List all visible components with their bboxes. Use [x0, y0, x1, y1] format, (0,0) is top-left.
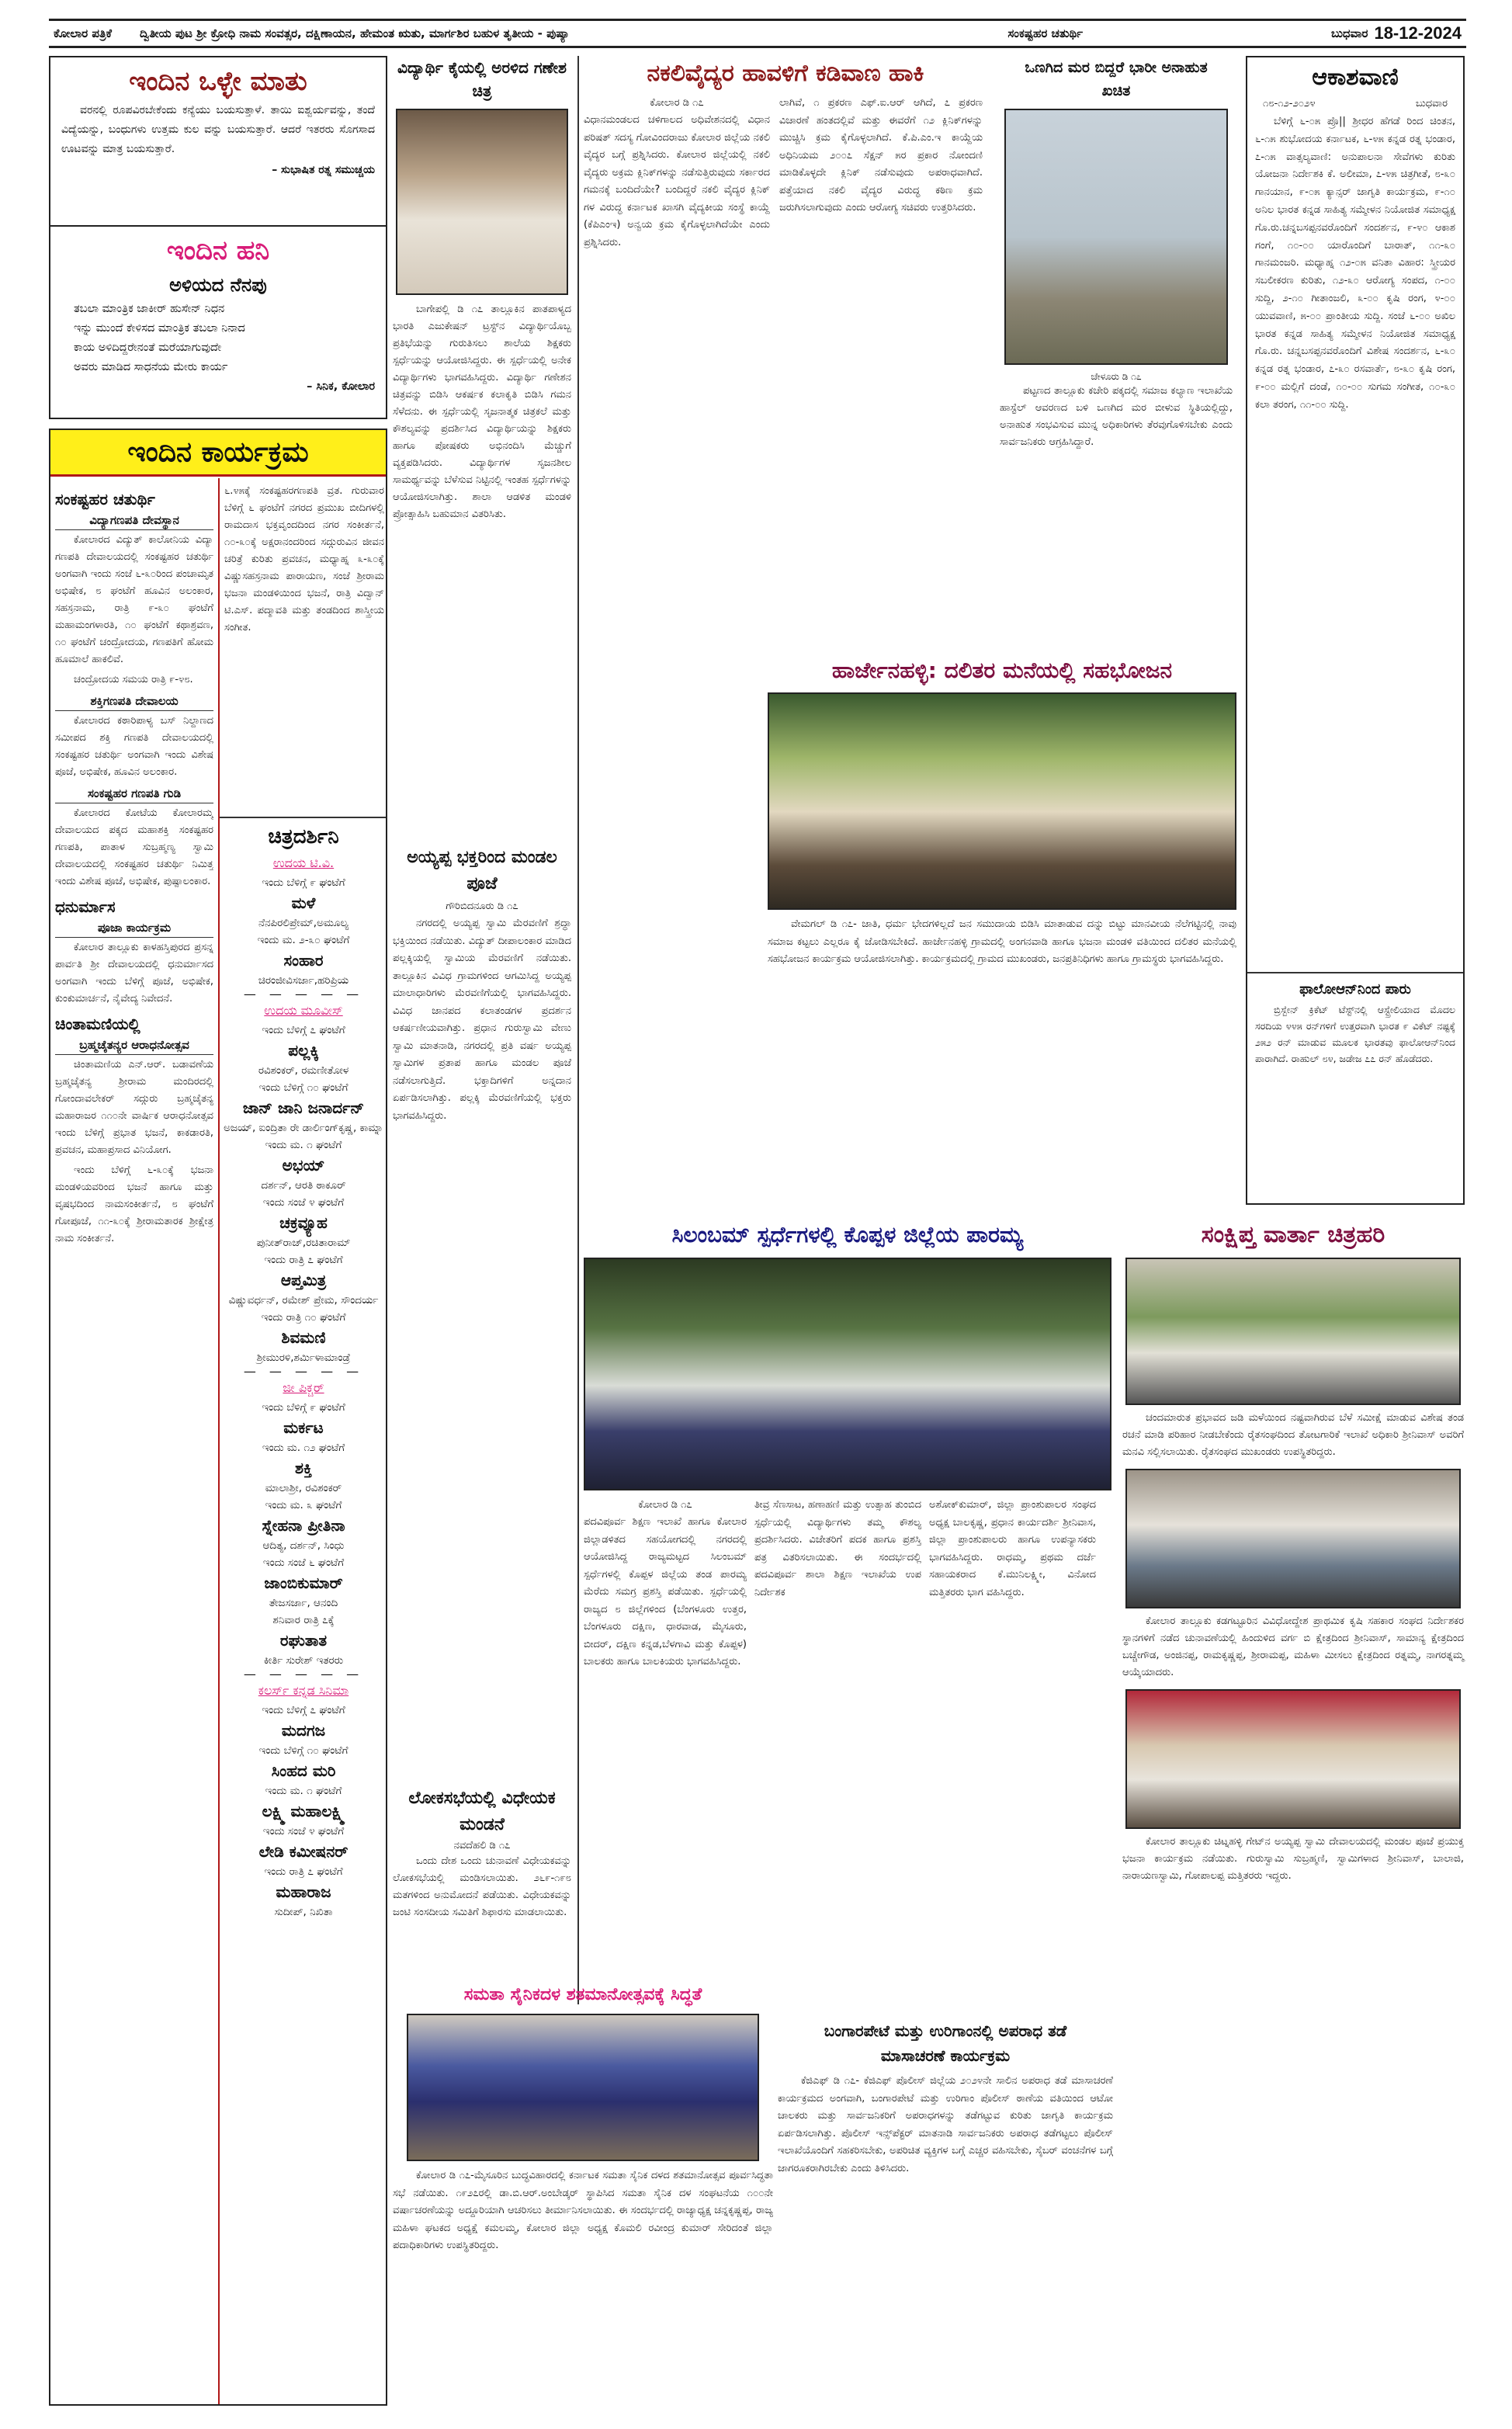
hani-line: ಅವರು ಮಾಡಿದ ಸಾಧನೆಯ ಮೇರು ಕಾರ್ಯ	[74, 361, 228, 373]
events-column-2	[224, 483, 384, 793]
event-body: ಕೋಲಾರದ ವಿದ್ಯುತ್ ಕಾಲೋನಿಯ ವಿದ್ಯಾ ಗಣಪತಿ ದೇವಾಲಯದಲ್ಲಿ ಸಂಕಷ್ಟಹರ ಚತುರ್ಥಿ ಅಂಗವಾಗಿ ಇಂದು ಸಂಜೆ ೬-೩೦ರಿಂದ ಪಂಚಾಮೃತ ಅಭಿಷೇಕ, ೮ ಘಂಟೆಗೆ ಹೂವಿನ ಅಲಂಕಾರ, ಸಹಸ್ರನಾಮ, ರಾತ್ರಿ ೯-೩೦ ಘಂಟೆಗೆ ಮಹಾಮಂಗಳಾರತಿ, ೧೦ ಘಂಟೆಗೆ ಕಥಾಶ್ರವಣ, ೧೦ ಘಂಟೆಗೆ ಚಂದ್ರೋದಯ, ಗಣಪತಿಗೆ ಹೋಮ ಹೂಮಾಲೆ ಹಾಕಲಿವೆ.	[55, 534, 213, 665]
samata-story	[393, 1981, 773, 2412]
ganesha-title: ವಿದ್ಯಾರ್ಥಿ ಕೈಯಲ್ಲಿ ಅರಳಿದ ಗಣೇಶ ಚಿತ್ರ	[397, 58, 567, 100]
show-time: ಇಂದು ಬೆಳಿಗ್ಗೆ ೭ ಘಂಟೆಗೆ	[262, 1704, 345, 1716]
samata-photo	[407, 2014, 759, 2161]
movie-cast: ಶ್ರೀಮುರಳಿ,ಶರ್ಮಿಳಾಮಾಂಡ್ರೆ	[256, 1352, 351, 1364]
ganesha-story	[393, 56, 571, 832]
lokasabha-dateline: ನವದೆಹಲಿ ಡಿ ೧೭	[453, 1840, 511, 1851]
movie-title: ಶಕ್ತಿ	[294, 1459, 313, 1477]
good-word-box	[49, 56, 387, 227]
movie-title: ಶಿವಮಣಿ	[281, 1328, 326, 1347]
channel-separator: — — — — —	[243, 1667, 364, 1681]
movie-title: ಮಹಾರಾಜ	[276, 1882, 331, 1901]
event-body: ಚಂದ್ರೋದಯ ಸಮಯ ರಾತ್ರಿ ೯-೪೮.	[74, 674, 193, 685]
channel-name: ಕಲರ್ಸ್ ಕನ್ನಡ ಸಿನಿಮಾ	[258, 1683, 349, 1698]
ayyappa-dateline: ಗೌರಿಬಿದನೂರು ಡಿ ೧೭	[446, 900, 518, 912]
show-time: ಶನಿವಾರ ರಾತ್ರಿ ೭ಕ್ಕೆ	[272, 1614, 335, 1626]
harjenahalli-story	[765, 654, 1240, 1205]
weekday: ಬುಧವಾರ	[1330, 26, 1368, 40]
event-subheading: ಬ್ರಹ್ಮಚೈತನ್ಯರ ಆರಾಧನೋತ್ಸವ	[55, 1036, 213, 1055]
samata-title: ಸಮತಾ ಸೈನಿಕದಳ ಶತಮಾನೋತ್ಸವಕ್ಕೆ ಸಿದ್ಧತೆ	[463, 1985, 702, 2004]
channel-separator: — — — — —	[243, 1364, 364, 1379]
harjenahalli-title: ಹಾರ್ಜೇನಹಳ್ಳಿ: ದಲಿತರ ಮನೆಯಲ್ಲಿ ಸಹಭೋಜನ	[831, 658, 1173, 683]
tree-photo	[1004, 109, 1228, 365]
harjenahalli-body: ವೇಮಗಲ್ ಡಿ ೧೭- ಜಾತಿ, ಧರ್ಮ ಭೇದಗಳಿಲ್ಲದೆ ಜನ ಸಮುದಾಯ ಬಿಡಿಸಿ ಮಾತಾಡುವ ದನ್ನು ಬಿಟ್ಟು ಮಾನವೀಯ ನೆಲೆಗಟ್ಟಿನಲ್ಲಿ ನಾವು ಸಮಾಜ ಕಟ್ಟಲು ಎಲ್ಲರೂ ಕೈ ಜೋಡಿಸಬೇಕಿದೆ. ಹಾರ್ಜೇನಹಳ್ಳಿ ಗ್ರಾಮದಲ್ಲಿ ಅಂಗನವಾಡಿ ಹಾಗೂ ಭಜನಾ ಮಂಡಳಿ ವತಿಯಿಂದ ದಲಿತರ ಮನೆಯಲ್ಲಿ ಸಹಭೋಜನ ಕಾರ್ಯಕ್ರಮ ಆಯೋಜಿಸಲಾಗಿತ್ತು. ಕಾರ್ಯಕ್ರಮದಲ್ಲಿ ಗ್ರಾಮದ ಮುಖಂಡರು, ಜನಪ್ರತಿನಿಧಿಗಳು ಹಾಗೂ ಗ್ರಾಮಸ್ಥರು ಭಾಗವಹಿಸಿದ್ದರು.	[768, 918, 1236, 965]
fake-doctors-story	[584, 56, 987, 646]
events-col2-text: ೬.೪೫ಕ್ಕೆ ಸಂಕಷ್ಟಹರಗಣಪತಿ ವ್ರತ. ಗುರುವಾರ ಬೆಳಿಗ್ಗೆ ೬ ಘಂಟೆಗೆ ನಗರದ ಪ್ರಮುಖ ಬೀದಿಗಳಲ್ಲಿ ರಾಮದಾಸ ಭಕ್ತವೃಂದದಿಂದ ನಗರ ಸಂಕೀರ್ತನೆ, ೧೦-೩೦ಕ್ಕೆ ಅಕ್ಷರಾನಂದರಿಂದ ಸದ್ಗುರುವಿನ ಜೀವನ ಚರಿತ್ರೆ ಕುರಿತು ಪ್ರವಚನ, ಮಧ್ಯಾಹ್ನ ೩-೩೦ಕ್ಕೆ ವಿಷ್ಣುಸಹಸ್ರನಾಮ ಪಾರಾಯಣ, ಸಂಜೆ ಶ್ರೀರಾಮ ಭಜನಾ ಮಂಡಳಿಯಿಂದ ಭಜನೆ, ರಾತ್ರಿ ವಿದ್ವಾನ್ ಟಿ.ಎಸ್. ಪದ್ಮಾವತಿ ಮತ್ತು ತಂಡದಿಂದ ಶಾಸ್ತ್ರೀಯ ಸಂಗೀತ.	[224, 485, 384, 633]
show-time: ಇಂದು ಬೆಳಿಗ್ಗೆ ೯ ಘಂಟೆಗೆ	[262, 876, 345, 889]
event-subheading: ವಿದ್ಯಾಗಣಪತಿ ದೇವಸ್ಥಾನ	[55, 511, 213, 530]
ayyappa-story	[393, 845, 571, 1768]
tv-listings	[223, 821, 384, 2402]
hani-box	[49, 225, 387, 419]
lokasabha-story	[393, 1785, 571, 1976]
event-subheading: ಶಕ್ತಿಗಣಪತಿ ದೇವಾಲಯ	[55, 692, 213, 711]
ayyappa-title: ಅಯ್ಯಪ್ಪ ಭಕ್ತರಿಂದ ಮಂಡಲ ಪೂಜೆ	[407, 848, 557, 894]
cricket-body: ಬ್ರಿಸ್ಬೇನ್ ಕ್ರಿಕೆಟ್ ಟೆಸ್ಟ್‌ನಲ್ಲಿ ಆಸ್ಟ್ರೇಲಿಯಾದ ಮೊದಲ ಸರದಿಯ ೪೪೫ ರನ್‌ಗಳಿಗೆ ಉತ್ತರವಾಗಿ ಭಾರತ ೯ ವಿಕೆಟ್ ನಷ್ಟಕ್ಕೆ ೨೫೨ ರನ್ ಮಾಡುವ ಮೂಲಕ ಭಾರತವು ಫಾಲೋಆನ್‌ನಿಂದ ಪಾರಾಗಿದೆ. ರಾಹುಲ್ ೮೪, ಜಡೇಜ ೭೭ ರನ್ ಹೊಡೆದರು.	[1255, 1004, 1455, 1064]
hani-title: ಇಂದಿನ ಹನಿ	[166, 235, 270, 266]
movie-title: ಅಭಯ್	[282, 1156, 325, 1175]
silambam-col3: ಅಶೋಕ್‌ಕುಮಾರ್, ಜಿಲ್ಲಾ ಪ್ರಾಂಶುಪಾಲರ ಸಂಘದ ಅಧ್ಯಕ್ಷ ಬಾಲಕೃಷ್ಣ, ಪ್ರಧಾನ ಕಾರ್ಯದರ್ಶಿ ಶ್ರೀನಿವಾಸ, ಜಿಲ್ಲಾ ಪ್ರಾಂಶುಪಾಲರು ಹಾಗೂ ಉಪನ್ಯಾಸಕರು ಭಾಗವಹಿಸಿದ್ದರು. ರಾಧಮ್ಮ, ಪ್ರಥಮ ದರ್ಜೆ ಸಹಾಯಕರಾದ ಕೆ.ಮುನಿಲಕ್ಷ್ಮೀ, ವಿನೋದ ಮತ್ತಿತರರು ಭಾಗ ವಹಿಸಿದ್ದರು.	[929, 1499, 1096, 1598]
tree-title: ಒಣಗಿದ ಮರ ಬಿದ್ದರೆ ಭಾರೀ ಅನಾಹುತ ಖಚಿತ	[1025, 59, 1208, 99]
brief-item-2: ಕೋಲಾರ ತಾಲ್ಲೂಕು ಕಡಗಟ್ಟೂರಿನ ವಿವಿಧೋದ್ದೇಶ ಪ್ರಾಥಮಿಕ ಕೃಷಿ ಸಹಕಾರ ಸಂಘದ ನಿರ್ದೇಶಕರ ಸ್ಥಾನಗಳಿಗೆ ನಡೆದ ಚುನಾವಣೆಯಲ್ಲಿ ಹಿಂದುಳಿದ ವರ್ಗ ಬಿ ಕ್ಷೇತ್ರದಿಂದ ಶ್ರೀನಿವಾಸ್, ಸಾಮಾನ್ಯ ಕ್ಷೇತ್ರದಿಂದ ಬಚ್ಚೇಗೌಡ, ಅಂಜಿನಪ್ಪ, ರಾಮಕೃಷ್ಣಪ್ಪ, ಶ್ರೀರಾಮಪ್ಪ, ಮಹಿಳಾ ಮೀಸಲು ಕ್ಷೇತ್ರದಿಂದ ರತ್ನಮ್ಮ, ನಾಗರತ್ನಮ್ಮ ಆಯ್ಕೆಯಾದರು.	[1122, 1615, 1464, 1678]
brief-photo-1	[1125, 1258, 1461, 1405]
hani-author: – ಸಿನಿಕ, ಕೋಲಾರ	[307, 380, 375, 393]
movie-cast: ನೆನಪಿರಲಿಪ್ರೇಮ್,ಅಮೂಲ್ಯ	[258, 917, 349, 929]
show-time: ಇಂದು ಬೆಳಿಗ್ಗೆ ೭ ಘಂಟೆಗೆ	[262, 1024, 345, 1036]
show-time: ಇಂದು ರಾತ್ರಿ ೧೦ ಘಂಟೆಗೆ	[261, 1311, 346, 1324]
event-body: ಇಂದು ಬೆಳಿಗ್ಗೆ ೬-೩೦ಕ್ಕೆ ಭಜನಾ ಮಂಡಳಿಯವರಿಂದ ಭಜನೆ ಹಾಗೂ ಮತ್ತು ವೃಷಭದಿಂದ ನಾಮಸಂಕೀರ್ತನೆ, ೮ ಘಂಟೆಗೆ ಗೋಪೂಜೆ, ೧೧-೩೦ಕ್ಕೆ ಶ್ರೀರಾಮತಾರಕ ಶ್ರೀಕ್ಷೇತ್ರ ನಾಮ ಸಂಕೀರ್ತನೆ.	[55, 1164, 213, 1244]
fake-doctors-col1: ವಿಧಾನಮಂಡಲದ ಚಳಿಗಾಲದ ಅಧಿವೇಶನದಲ್ಲಿ ವಿಧಾನ ಪರಿಷತ್ ಸದಸ್ಯ ಗೋವಿಂದರಾಜು ಕೋಲಾರ ಜಿಲ್ಲೆಯ ನಕಲಿ ವೈದ್ಯರ ಬಗ್ಗೆ ಪ್ರಶ್ನಿಸಿದರು. ಕೋಲಾರ ಜಿಲ್ಲೆಯಲ್ಲಿ ನಕಲಿ ವೈದ್ಯರು ಅಕ್ರಮ ಕ್ಲಿನಿಕ್‌ಗಳನ್ನು ನಡೆಸುತ್ತಿರುವುದು ಸರ್ಕಾರದ ಗಮನಕ್ಕೆ ಬಂದಿದೆಯೇ? ಬಂದಿದ್ದರೆ ನಕಲಿ ವೈದ್ಯರ ಕ್ಲಿನಿಕ್ ಗಳ ವಿರುದ್ಧ ಕರ್ನಾಟಕ ಖಾಸಗಿ ವೈದ್ಯಕೀಯ ಸಂಸ್ಥೆ ಕಾಯ್ದೆ (ಕೆಪಿಎಂಇ) ಅನ್ವಯ ಕ್ರಮ ಕೈಗೊಳ್ಳಲಾಗಿದೆಯೇ ಎಂದು ಪ್ರಶ್ನಿಸಿದರು.	[584, 114, 770, 248]
bangarpet-body: ಕೆಜಿಎಫ್ ಡಿ ೧೭- ಕೆಜಿಎಫ್ ಪೊಲೀಸ್ ಜಿಲ್ಲೆಯ ೨೦೨೪ನೇ ಸಾಲಿನ ಅಪರಾಧ ತಡೆ ಮಾಸಾಚರಣೆ ಕಾರ್ಯಕ್ರಮದ ಅಂಗವಾಗಿ, ಬಂಗಾರಪೇಟೆ ಮತ್ತು ಉರಿಗಾಂ ಪೊಲೀಸ್ ಠಾಣೆಯ ವತಿಯಿಂದ ಆಟೋ ಚಾಲಕರು ಮತ್ತು ಸಾರ್ವಜನಿಕರಿಗೆ ಅಪರಾಧಗಳನ್ನು ತಡೆಗಟ್ಟುವ ಕುರಿತು ಜಾಗೃತಿ ಕಾರ್ಯಕ್ರಮ ಏರ್ಪಡಿಸಲಾಗಿತ್ತು. ಪೊಲೀಸ್ ಇನ್ಸ್‌ಪೆಕ್ಟರ್ ಮಾತನಾಡಿ ಸಾರ್ವಜನಿಕರು ಅಪರಾಧ ತಡೆಗಟ್ಟಲು ಪೊಲೀಸ್ ಇಲಾಖೆಯೊಂದಿಗೆ ಸಹಕರಿಸಬೇಕು, ಅಪರಿಚಿತ ವ್ಯಕ್ತಿಗಳ ಬಗ್ಗೆ ಎಚ್ಚರ ವಹಿಸಬೇಕು, ಸೈಬರ್ ವಂಚನೆಗಳ ಬಗ್ಗೆ ಜಾಗರೂಕರಾಗಿರಬೇಕು ಎಂದು ತಿಳಿಸಿದರು.	[778, 2075, 1113, 2174]
silambam-col2: ತೀವ್ರ ಸೆಣಸಾಟ, ಹಣಾಹಣಿ ಮತ್ತು ಉತ್ಸಾಹ ತುಂಬಿದ ಸ್ಪರ್ಧೆಯಲ್ಲಿ ವಿದ್ಯಾರ್ಥಿಗಳು ತಮ್ಮ ಕೌಶಲ್ಯ ಪ್ರದರ್ಶಿಸಿದರು. ವಿಜೇತರಿಗೆ ಪದಕ ಹಾಗೂ ಪ್ರಶಸ್ತಿ ಪತ್ರ ವಿತರಿಸಲಾಯಿತು. ಈ ಸಂದರ್ಭದಲ್ಲಿ ಪದವಿಪೂರ್ವ ಶಾಲಾ ಶಿಕ್ಷಣ ಇಲಾಖೆಯ ಉಪ ನಿರ್ದೇಶಕ	[754, 1499, 921, 1598]
movie-title: ಮಳೆ	[291, 894, 316, 912]
show-time: ಇಂದು ಬೆಳಿಗ್ಗೆ ೧೦ ಘಂಟೆಗೆ	[258, 1081, 349, 1094]
movie-title: ಜಾಂಬಿಕುಮಾರ್	[264, 1574, 343, 1592]
movie-title: ಲಕ್ಷ್ಮಿ ಮಹಾಲಕ್ಷ್ಮಿ	[262, 1802, 345, 1820]
movie-cast: ರವಿಶಂಕರ್, ರಮಣೀತೋಳ	[258, 1064, 349, 1077]
movie-title: ಆಪ್ತಮಿತ್ರ	[280, 1271, 327, 1289]
silambam-title: ಸಿಲಂಬಮ್ ಸ್ಪರ್ಧೆಗಳಲ್ಲಿ ಕೊಪ್ಪಳ ಜಿಲ್ಲೆಯ ಪಾರಮ್ಯ	[671, 1222, 1024, 1247]
events-column-1	[55, 483, 213, 2400]
tree-body: ಪಟ್ಟಣದ ತಾಲ್ಲೂಕು ಕಚೇರಿ ಪಕ್ಕದಲ್ಲಿ ಸಮಾಜ ಕಲ್ಯಾಣ ಇಲಾಖೆಯ ಹಾಸ್ಟೆಲ್ ಆವರಣದ ಬಳಿ ಒಣಗಿದ ಮರ ಬೀಳುವ ಸ್ಥಿತಿಯಲ್ಲಿದ್ದು, ಅನಾಹುತ ಸಂಭವಿಸುವ ಮುನ್ನ ಅಧಿಕಾರಿಗಳು ತೆರವುಗೊಳಿಸಬೇಕು ಎಂದು ಸಾರ್ವಜನಿಕರು ಆಗ್ರಹಿಸಿದ್ದಾರೆ.	[1000, 385, 1233, 448]
movie-title: ಲೇಡಿ ಕಮೀಷನರ್	[258, 1842, 349, 1861]
event-heading: ಧನುರ್ಮಾಸ	[55, 897, 116, 916]
movie-cast: ತೇಜಸರ್ಜಾ, ಆನಂದಿ	[269, 1597, 338, 1609]
movie-cast: ಪುನೀತ್‌ರಾಜ್,ರಚಿತಾರಾಮ್	[256, 1237, 351, 1249]
movie-title: ರಘುತಾತ	[279, 1631, 328, 1650]
brief-photo-2	[1125, 1469, 1461, 1608]
show-time: ಇಂದು ಬೆಳಿಗ್ಗೆ ೯ ಘಂಟೆಗೆ	[262, 1401, 345, 1414]
show-time: ಇಂದು ಮ. ೩ ಘಂಟೆಗೆ	[265, 1499, 342, 1511]
movie-cast: ಆದಿತ್ಯ, ದರ್ಶನ್, ಸಿಂಧು	[262, 1539, 345, 1552]
movie-title: ಪಲ್ಲಕ್ಕಿ	[288, 1041, 319, 1060]
show-time: ಇಂದು ಮ. ೧೨ ಘಂಟೆಗೆ	[262, 1442, 345, 1454]
ayyappa-body: ನಗರದಲ್ಲಿ ಅಯ್ಯಪ್ಪ ಸ್ವಾಮಿ ಮೆರವಣಿಗೆ ಶ್ರದ್ಧಾ ಭಕ್ತಿಯಿಂದ ನಡೆಯಿತು. ವಿದ್ಯುತ್ ದೀಪಾಲಂಕಾರ ಮಾಡಿದ ಪಲ್ಲಕ್ಕಿಯಲ್ಲಿ ಸ್ವಾಮಿಯ ಮೆರವಣಿಗೆ ನಡೆಯಿತು. ತಾಲ್ಲೂಕಿನ ವಿವಿಧ ಗ್ರಾಮಗಳಿಂದ ಆಗಮಿಸಿದ್ದ ಅಯ್ಯಪ್ಪ ಮಾಲಾಧಾರಿಗಳು ಮೆರವಣಿಗೆಯಲ್ಲಿ ಭಾಗವಹಿಸಿದ್ದರು. ವಿವಿಧ ಜಾನಪದ ಕಲಾತಂಡಗಳ ಪ್ರದರ್ಶನ ಆಕರ್ಷಣೀಯವಾಗಿತ್ತು. ಪ್ರಧಾನ ಗುರುಸ್ವಾಮಿ ವೇಣು ಸ್ವಾಮಿ ಮಾತನಾಡಿ, ನಗರದಲ್ಲಿ ಪ್ರತಿ ವರ್ಷ ಅಯ್ಯಪ್ಪ ಸ್ವಾಮಿಗಳ ಪ್ರತಾಪ ಹಾಗೂ ಮಂಡಲ ಪೂಜೆ ನಡೆಸಲಾಗುತ್ತಿದೆ. ಭಕ್ತಾದಿಗಳಿಗೆ ಅನ್ನದಾನ ಏರ್ಪಡಿಸಲಾಗಿತ್ತು. ಪಲ್ಲಕ್ಕಿ ಮೆರವಣಿಗೆಯಲ್ಲಿ ಭಕ್ತರು ಭಾಗವಹಿಸಿದ್ದರು.	[393, 918, 571, 1122]
movie-title: ಚಕ್ರವ್ಯೂಹ	[279, 1213, 328, 1232]
show-time: ಇಂದು ರಾತ್ರಿ ೭ ಘಂಟೆಗೆ	[264, 1865, 343, 1878]
show-time: ಇಂದು ಸಂಜೆ ೪ ಘಂಟೆಗೆ	[262, 1196, 345, 1209]
lokasabha-body: ಒಂದು ದೇಶ ಒಂದು ಚುನಾವಣೆ ವಿಧೇಯಕವನ್ನು ಲೋಕಸಭೆಯಲ್ಲಿ ಮಂಡಿಸಲಾಯಿತು. ೨೬೯-೧೯೮ ಮತಗಳಿಂದ ಅನುಮೋದನೆ ಪಡೆಯಿತು. ವಿಧೇಯಕವನ್ನು ಜಂಟಿ ಸಂಸದೀಯ ಸಮಿತಿಗೆ ಶಿಫಾರಸು ಮಾಡಲಾಯಿತು.	[393, 1855, 571, 1918]
fake-doctors-dateline: ಕೋಲಾರ ಡಿ ೧೭	[650, 97, 704, 109]
show-time: ಇಂದು ಸಂಜೆ ೬ ಘಂಟೆಗೆ	[262, 1556, 345, 1569]
channel-name: ಉದಯ ಮೂವೀಸ್	[264, 1003, 343, 1018]
movie-title: ಜಾನ್ ಜಾನಿ ಜನಾರ್ದನ್	[242, 1098, 365, 1117]
brief-item-3: ಕೋಲಾರ ತಾಲ್ಲೂಕು ಚಿಟ್ನಹಳ್ಳಿ ಗೇಟ್‌ನ ಅಯ್ಯಪ್ಪ ಸ್ವಾಮಿ ದೇವಾಲಯದಲ್ಲಿ ಮಂಡಲ ಪೂಜೆ ಪ್ರಯುಕ್ತ ಭಜನಾ ಕಾರ್ಯಕ್ರಮ ನಡೆಯಿತು. ಗುರುಸ್ವಾಮಿ ಸುಬ್ರಹ್ಮಣಿ, ಸ್ವಾಮಿಗಳಾದ ಶ್ರೀನಿವಾಸ್, ಬಾಲಾಜಿ, ನಾರಾಯಣಸ್ವಾಮಿ, ಗೋಪಾಲಪ್ಪ ಮತ್ತಿತರರು ಇದ್ದರು.	[1122, 1836, 1464, 1882]
tree-dateline: ಚೇಳೂರು ಡಿ ೧೭	[1091, 371, 1142, 382]
movie-cast: ಕೀರ್ತಿ ಸುರೇಶ್ ಇತರರು	[263, 1654, 344, 1667]
channel-separator: — — — — —	[243, 987, 364, 1001]
event-heading: ಸಂಕಷ್ಟಹರ ಚತುರ್ಥಿ	[55, 490, 155, 508]
ganesha-photo	[396, 109, 568, 295]
akashvani-title: ಆಕಾಶವಾಣಿ	[1312, 64, 1399, 91]
akashvani-date: ೧೮-೧೨-೨೦೨೪	[1263, 98, 1316, 109]
samata-body: ಕೋಲಾರ ಡಿ ೧೭-ಮೈಸೂರಿನ ಬುದ್ಧವಿಹಾರದಲ್ಲಿ ಕರ್ನಾಟಕ ಸಮತಾ ಸೈನಿಕ ದಳದ ಶತಮಾನೋತ್ಸವ ಪೂರ್ವಸಿದ್ಧತಾ ಸಭೆ ನಡೆಯಿತು. ೧೯೨೭ರಲ್ಲಿ ಡಾ.ಬಿ.ಆರ್.ಅಂಬೇಡ್ಕರ್ ಸ್ಥಾಪಿಸಿದ ಸಮತಾ ಸೈನಿಕ ದಳ ಸಂಘಟನೆಯ ೧೦೦ನೇ ವರ್ಷಾಚರಣೆಯನ್ನು ಅದ್ದೂರಿಯಾಗಿ ಆಚರಿಸಲು ತೀರ್ಮಾನಿಸಲಾಯಿತು. ಈ ಸಂದರ್ಭದಲ್ಲಿ ರಾಜ್ಯಾಧ್ಯಕ್ಷ ಚನ್ನಕೃಷ್ಣಪ್ಪ, ರಾಜ್ಯ ಮಹಿಳಾ ಘಟಕದ ಅಧ್ಯಕ್ಷೆ ಕಮಲಮ್ಮ, ಕೋಲಾರ ಜಿಲ್ಲಾ ಅಧ್ಯಕ್ಷ ಕೊಮಲಿ ರವೀಂದ್ರ ಕುಮಾರ್ ಸೇರಿದಂತೆ ಜಿಲ್ಲಾ ಪದಾಧಿಕಾರಿಗಳು ಉಪಸ್ಥಿತರಿದ್ದರು.	[393, 2170, 773, 2251]
silambam-col1: ಪದವಿಪೂರ್ವ ಶಿಕ್ಷಣ ಇಲಾಖೆ ಹಾಗೂ ಕೋಲಾರ ಜಿಲ್ಲಾಡಳಿತದ ಸಹಯೋಗದಲ್ಲಿ ನಗರದಲ್ಲಿ ಆಯೋಜಿಸಿದ್ದ ರಾಜ್ಯಮಟ್ಟದ ಸಿಲಂಬಮ್ ಸ್ಪರ್ಧೆಗಳಲ್ಲಿ ಕೊಪ್ಪಳ ಜಿಲ್ಲೆಯ ತಂಡ ಪಾರಮ್ಯ ಮೆರೆದು ಸಮಗ್ರ ಪ್ರಶಸ್ತಿ ಪಡೆಯಿತು. ಸ್ಪರ್ಧೆಯಲ್ಲಿ ರಾಜ್ಯದ ೮ ಜಿಲ್ಲೆಗಳಿಂದ (ಬೆಂಗಳೂರು ಉತ್ತರ, ಬೆಂಗಳೂರು ದಕ್ಷಿಣ, ಧಾರವಾಡ, ಮೈಸೂರು, ಬೀದರ್, ದಕ್ಷಿಣ ಕನ್ನಡ,ಬೆಳಗಾವಿ ಮತ್ತು ಕೊಪ್ಪಳ) ಬಾಲಕರು ಹಾಗೂ ಬಾಲಕಿಯರು ಭಾಗವಹಿಸಿದ್ದರು.	[584, 1516, 747, 1667]
event-body: ಕೋಲಾರದ ಕಠಾರಿಪಾಳ್ಯ ಬಸ್ ನಿಲ್ದಾಣದ ಸಮೀಪದ ಶಕ್ತಿ ಗಣಪತಿ ದೇವಾಲಯದಲ್ಲಿ ಸಂಕಷ್ಟಹರ ಚತುರ್ಥಿ ಅಂಗವಾಗಿ ಇಂದು ವಿಶೇಷ ಪೂಜೆ, ಅಭಿಷೇಕ, ಹೂವಿನ ಅಲಂಕಾರ.	[55, 715, 213, 778]
events-box	[49, 429, 387, 2406]
tithi: ಸಂಕಷ್ಟಹರ ಚತುರ್ಥಿ	[1007, 26, 1083, 40]
event-subheading: ಪೂಜಾ ಕಾರ್ಯಕ್ರಮ	[55, 918, 213, 938]
paper-name: ಕೋಲಾರ ಪತ್ರಿಕೆ	[54, 26, 112, 40]
good-word-body: ವರನಲ್ಲಿ ರೂಪವಿರಬೇಕೆಂದು ಕನ್ಯೆಯು ಬಯಸುತ್ತಾಳೆ. ತಾಯಿ ಐಶ್ವರ್ಯವನ್ನು, ತಂದೆ ವಿದ್ಯೆಯನ್ನು, ಬಂಧುಗಳು ಉತ್ತಮ ಕುಲ ವನ್ನು ಬಯಸುತ್ತಾರೆ. ಆದರೆ ಇತರರು ಸೊಗಸಾದ ಊಟವನ್ನು ಮಾತ್ರ ಬಯಸುತ್ತಾರೆ.	[61, 104, 375, 155]
masthead	[49, 19, 1466, 48]
hani-line: ಕಾಯ ಅಳಿದಿದ್ದರೇನಂತೆ ಮರೆಯಾಗುವುದೇ	[74, 342, 222, 354]
ganesha-body: ಬಾಗೇಪಲ್ಲಿ ಡಿ ೧೭ ತಾಲ್ಲೂಕಿನ ಪಾತಪಾಳ್ಯದ ಭಾರತಿ ಎಜುಕೇಷನ್ ಟ್ರಸ್ಟ್‌ನ ವಿದ್ಯಾರ್ಥಿಯೊಬ್ಬ ಪ್ರತಿಭೆಯನ್ನು ಗುರುತಿಸಲು ಶಾಲೆಯ ಶಿಕ್ಷಕರು ಸ್ಪರ್ಧೆಯನ್ನು ಆಯೋಜಿಸಿದ್ದರು. ಈ ಸ್ಪರ್ಧೆಯಲ್ಲಿ ಅನೇಕ ವಿದ್ಯಾರ್ಥಿಗಳು ಭಾಗವಹಿಸಿದ್ದರು. ವಿದ್ಯಾರ್ಥಿ ಗಣೇಶನ ಚಿತ್ರವನ್ನು ಬಿಡಿಸಿ ಆಕರ್ಷಕ ಕಲಾಕೃತಿ ಬಿಡಿಸಿ ಗಮನ ಸೆಳೆದನು. ಈ ಸ್ಪರ್ಧೆಯಲ್ಲಿ ಸೃಜನಾತ್ಮಕ ಚಿತ್ರಕಲೆ ಮತ್ತು ಕೌಶಲ್ಯವನ್ನು ಪ್ರದರ್ಶಿಸಿದ ವಿದ್ಯಾರ್ಥಿಯನ್ನು ಶಿಕ್ಷಕರು ಹಾಗೂ ಪೋಷಕರು ಅಭಿನಂದಿಸಿ ಮೆಚ್ಚುಗೆ ವ್ಯಕ್ತಪಡಿಸಿದರು. ವಿದ್ಯಾರ್ಥಿಗಳ ಸೃಜನಶೀಲ ಸಾಮರ್ಥ್ಯವನ್ನು ಬೆಳೆಸುವ ನಿಟ್ಟಿನಲ್ಲಿ ಇಂತಹ ಸ್ಪರ್ಧೆಗಳನ್ನು ಆಯೋಜಿಸಲಾಗಿತ್ತು. ಶಾಲಾ ಆಡಳಿತ ಮಂಡಳಿ ಪ್ರೋತ್ಸಾಹಿಸಿ ಬಹುಮಾನ ವಿತರಿಸಿತು.	[393, 304, 571, 520]
show-time: ಇಂದು ಮ. ೧ ಘಂಟೆಗೆ	[265, 1785, 342, 1797]
movie-cast: ಮಾಲಾಶ್ರೀ, ರವಿಶಂಕರ್	[265, 1482, 342, 1494]
brief-photo-3	[1125, 1689, 1461, 1829]
show-time: ಇಂದು ಮ. ೧ ಘಂಟೆಗೆ	[265, 1139, 342, 1151]
movie-title: ಮದಗಜ	[281, 1721, 326, 1740]
movie-title: ಸಿಂಹದ ಮರಿ	[271, 1761, 336, 1780]
movie-title: ಮರ್ಕಟ	[283, 1418, 324, 1437]
cricket-title: ಫಾಲೋಆನ್‌ನಿಂದ ಪಾರು	[1299, 981, 1411, 998]
event-body: ಚಿಂತಾಮಣಿಯ ಎನ್.ಆರ್. ಬಡಾವಣೆಯ ಬ್ರಹ್ಮಚೈತನ್ಯ ಶ್ರೀರಾಮ ಮಂದಿರದಲ್ಲಿ ಗೋಂದಾವಲೇಕರ್ ಸದ್ಗುರು ಬ್ರಹ್ಮಚೈತನ್ಯ ಮಹಾರಾಜರ ೧೧೦ನೇ ವಾರ್ಷಿಕ ಆರಾಧನೋತ್ಸವ ಇಂದು ಬೆಳಿಗ್ಗೆ ಪ್ರಭಾತ ಭಜನೆ, ಕಾಕಡಾರತಿ, ಪ್ರವಚನ, ಮಹಾಪ್ರಸಾದ ವಿನಿಯೋಗ.	[55, 1059, 213, 1156]
event-body: ಕೋಲಾರ ತಾಲ್ಲೂಕು ಕಾಳಹಸ್ತಿಪುರದ ಪ್ರಸನ್ನ ಪಾರ್ವತಿ ಶ್ರೀ ದೇವಾಲಯದಲ್ಲಿ ಧನುರ್ಮಾಸದ ಅಂಗವಾಗಿ ಇಂದು ಬೆಳಿಗ್ಗೆ ಪೂಜೆ, ಅಭಿಷೇಕ, ಕುಂಕುಮಾರ್ಚನೆ, ನೈವೇದ್ಯ ನಿವೇದನೆ.	[55, 942, 213, 1005]
akashvani-box	[1246, 56, 1465, 1205]
fake-doctors-title: ನಕಲಿವೈದ್ಯರ ಹಾವಳಿಗೆ ಕಡಿವಾಣ ಹಾಕಿ	[647, 60, 924, 87]
akashvani-body: ಬೆಳಿಗ್ಗೆ ೬-೦೫ ಪ್ರೊ|| ಶ್ರೀಧರ ಹೆಗಡೆ ರಿಂದ ಚಿಂತನ, ೬-೧೫ ಶುಭೋದಯ ಕರ್ನಾಟಕ, ೬-೪೫ ಕನ್ನಡ ರತ್ನ ಭಂಡಾರ, ೭-೧೫ ವಾತ್ಸಲ್ಯವಾಣಿ: ಅನುಪಾಲನಾ ಸೇವೆಗಳು ಕುರಿತು ಯೋಜನಾ ನಿರ್ದೇಶಕಿ ಕೆ. ಅಲೀಮಾ, ೭-೪೫ ಚಿತ್ರಗೀತೆ, ೮-೩೦ ಗಾನಯಾನ, ೯-೦೫ ಕ್ಯಾನ್ಸರ್ ಜಾಗೃತಿ ಕಾರ್ಯಕ್ರಮ, ೯-೧೦ ಅನಿಲ ಭಾರತ ಕನ್ನಡ ಸಾಹಿತ್ಯ ಸಮ್ಮೇಳನ ನಿಯೋಜಿತ ಸಮಾಧ್ಯಕ್ಷ ಗೊ.ರು.ಚನ್ನಬಸಪ್ಪನವರೊಂದಿಗೆ ಸಂದರ್ಶನ, ೯-೪೦ ಆಕಾಶ ಗಂಗೆ, ೧೦-೦೦ ಯಾರೊಂದಿಗೆ ಬಾರಾತ್, ೧೧-೩೦ ಗಾನಮಂಜರಿ. ಮಧ್ಯಾಹ್ನ ೧೨-೦೫ ವನಿತಾ ವಿಹಾರ: ಸ್ತ್ರೀಯರ ಸಬಲೀಕರಣ ಕುರಿತು, ೧೨-೩೦ ಆರೋಗ್ಯ ಸಂಪದ, ೧-೦೦ ಸುದ್ದಿ, ೨-೧೦ ಗೀತಾಂಜಲಿ, ೩-೦೦ ಕೃಷಿ ರಂಗ, ೪-೦೦ ಯುವವಾಣಿ, ೫-೦೦ ಪ್ರಾಂತೀಯ ಸುದ್ದಿ. ಸಂಜೆ ೬-೦೦ ಅಖಿಲ ಭಾರತ ಕನ್ನಡ ಸಾಹಿತ್ಯ ಸಮ್ಮೇಳನ ನಿಯೋಜಿತ ಸಮಾಧ್ಯಕ್ಷ ಗೊ.ರು. ಚನ್ನಬಸಪ್ಪನವರೊಂದಿಗೆ ವಿಶೇಷ ಸಂದರ್ಶನ, ೬-೩೦ ಕನ್ನಡ ರತ್ನ ಭಂಡಾರ, ೭-೩೦ ರಸವಾರ್ತೆ, ೮-೩೦ ಕೃಷಿ ರಂಗ, ೯-೦೦ ಮಲ್ಲಿಗೆ ದಂಡೆ, ೧೦-೦೦ ಸುಗಮ ಸಂಗೀತ, ೧೦-೩೦ ಕಲಾ ತರಂಗ, ೧೧-೦೦ ಸುದ್ದಿ.	[1255, 116, 1455, 411]
movie-title: ಸ್ನೇಹನಾ ಪ್ರೀತಿನಾ	[262, 1516, 345, 1535]
hani-line: ತಬಲಾ ಮಾಂತ್ರಿಕ ಜಾಕೀರ್ ಹುಸೇನ್ ನಿಧನ	[74, 303, 225, 315]
show-time: ಇಂದು ಮ. ೨-೩೦ ಘಂಟೆಗೆ	[257, 934, 350, 946]
fake-doctors-col2: ಲಾಗಿವೆ, ೧ ಪ್ರಕರಣ ಎಫ್.ಐ.ಆರ್ ಆಗಿದೆ, ೭ ಪ್ರಕರಣ ವಿಚಾರಣೆ ಹಂತದಲ್ಲಿವೆ ಮತ್ತು ಈವರೆಗೆ ೧೨ ಕ್ಲಿನಿಕ್‌ಗಳನ್ನು ಮುಚ್ಚಿಸಿ ಕ್ರಮ ಕೈಗೊಳ್ಳಲಾಗಿದೆ. ಕೆ.ಪಿ.ಎಂ.ಇ ಕಾಯ್ದೆಯ ಅಧಿನಿಯಮ ೨೦೦೭ ಸೆಕ್ಷನ್ ೫ರ ಪ್ರಕಾರ ನೋಂದಣಿ ಮಾಡಿಕೊಳ್ಳದೇ ಕ್ಲಿನಿಕ್ ನಡೆಸುವುದು ಅಪರಾಧವಾಗಿದೆ. ಪತ್ತೆಯಾದ ನಕಲಿ ವೈದ್ಯರ ವಿರುದ್ಧ ಕಠಿಣ ಕ್ರಮ ಜರುಗಿಸಲಾಗುವುದು ಎಂದು ಆರೋಗ್ಯ ಸಚಿವರು ಉತ್ತರಿಸಿದರು.	[779, 97, 983, 213]
akashvani-rule	[1247, 972, 1465, 973]
movie-cast: ಅಜಯ್, ಐಂದ್ರಿತಾ ರೇ ಡಾರ್ಲಿಂಗ್‌ಕೃಷ್ಣ, ಕಾಮ್ನಾ	[224, 1122, 383, 1134]
movie-cast: ವಿಷ್ಣುವರ್ಧನ್, ರಮೇಶ್ ಪ್ರೇಮ, ಸೌಂದರ್ಯ	[228, 1294, 379, 1306]
lokasabha-title: ಲೋಕಸಭೆಯಲ್ಲಿ ವಿಧೇಯಕ ಮಂಡನೆ	[408, 1789, 556, 1834]
akashvani-day: ಬುಧವಾರ	[1415, 98, 1448, 109]
harjenahalli-photo	[768, 692, 1236, 910]
brief-news	[1119, 1217, 1467, 2413]
movie-cast: ದರ್ಶನ್, ಆರತಿ ಠಾಕೂರ್	[261, 1179, 346, 1192]
silambam-dateline: ಕೋಲಾರ ಡಿ ೧೭	[638, 1499, 692, 1511]
hani-subtitle: ಅಳಿಯದ ನೆನಪು	[169, 274, 267, 296]
hani-line: ಇನ್ನು ಮುಂದೆ ಕೇಳಿಸದ ಮಾಂತ್ರಿಕ ತಬಲಾ ನಿನಾದ	[74, 322, 245, 335]
brief-title: ಸಂಕ್ಷಿಪ್ತ ವಾರ್ತಾ ಚಿತ್ರಹರಿ	[1201, 1221, 1385, 1248]
show-time: ಇಂದು ಬೆಳಿಗ್ಗೆ ೧೦ ಘಂಟೆಗೆ	[258, 1744, 349, 1757]
silambam-photo	[584, 1258, 1111, 1490]
channel-name: ಉದಯ ಟಿ.ವಿ.	[272, 855, 335, 870]
bangarpet-story	[778, 2018, 1113, 2410]
movie-cast: ಚಿರಂಜೀವಿಸರ್ಜಾ,ಹರಿಪ್ರಿಯ	[258, 974, 349, 987]
event-heading: ಚಿಂತಾಮಣಿಯಲ್ಲಿ	[55, 1015, 140, 1033]
hani-poem	[61, 300, 375, 377]
tree-story	[994, 56, 1239, 522]
tv-top-rule	[220, 817, 387, 818]
calendar-info: ದ್ವಿತೀಯ ಪುಟ ಶ್ರೀ ಕ್ರೋಧಿ ನಾಮ ಸಂವತ್ಸರ, ದಕ್ಷಿಣಾಯನ, ಹೇಮಂತ ಋತು, ಮಾರ್ಗಶಿರ ಬಹುಳ ತೃತೀಯ - ಪುಷ್ಯಾ	[139, 26, 570, 40]
events-title: ಇಂದಿನ ಕಾರ್ಯಕ್ರಮ	[127, 435, 309, 468]
brief-item-1: ಚಂದಮಾರುತ ಪ್ರಭಾವದ ಜಡಿ ಮಳೆಯಿಂದ ನಷ್ಟವಾಗಿರುವ ಬೆಳೆ ಸಮೀಕ್ಷೆ ಮಾಡುವ ವಿಶೇಷ ತಂಡ ರಚನೆ ಮಾಡಿ ಪರಿಹಾರ ನೀಡಬೇಕೆಂದು ರೈತಸಂಘದಿಂದ ತೋಟಗಾರಿಕೆ ಇಲಾಖೆ ಅಧಿಕಾರಿ ಶ್ರೀನಿವಾಸ್ ಅವರಿಗೆ ಮನವಿ ಸಲ್ಲಿಸಲಾಯಿತು. ರೈತಸಂಘದ ಮುಖಂಡರು ಉಪಸ್ಥಿತರಿದ್ದರು.	[1122, 1412, 1464, 1458]
tv-title: ಚಿತ್ರದರ್ಶಿನಿ	[268, 825, 339, 848]
events-divider	[218, 478, 220, 2406]
movie-cast: ಸುದೀಪ್, ನಿಖಿತಾ	[274, 1906, 333, 1918]
good-word-title: ಇಂದಿನ ಒಳ್ಳೇ ಮಾತು	[129, 66, 307, 97]
event-subheading: ಸಂಕಷ್ಟಹರ ಗಣಪತಿ ಗುಡಿ	[55, 784, 213, 803]
issue-date: 18-12-2024	[1374, 23, 1462, 43]
show-time: ಇಂದು ರಾತ್ರಿ ೭ ಘಂಟೆಗೆ	[264, 1254, 343, 1266]
event-body: ಕೋಲಾರದ ಕೋಟೆಯ ಕೋಲಾರಮ್ಮ ದೇವಾಲಯದ ಪಕ್ಕದ ಮಹಾಶಕ್ತಿ ಸಂಕಷ್ಟಹರ ಗಣಪತಿ, ಪಾತಾಳ ಸುಬ್ರಹ್ಮಣ್ಯ ಸ್ವಾಮಿ ದೇವಾಲಯದಲ್ಲಿ ಸಂಕಷ್ಟಹರ ಚತುರ್ಥಿ ನಿಮಿತ್ತ ಇಂದು ವಿಶೇಷ ಪೂಜೆ, ಅಭಿಷೇಕ, ಪುಷ್ಪಾಲಂಕಾರ.	[55, 807, 213, 887]
events-header	[50, 430, 386, 477]
column-rule	[577, 56, 579, 2004]
bangarpet-title: ಬಂಗಾರಪೇಟೆ ಮತ್ತು ಉರಿಗಾಂನಲ್ಲಿ ಅಪರಾಧ ತಡೆ ಮಾಸಾಚರಣೆ ಕಾರ್ಯಕ್ರಮ	[824, 2021, 1067, 2065]
good-word-source: – ಸುಭಾಷಿತ ರತ್ನ ಸಮುಚ್ಚಯ	[272, 164, 375, 176]
movie-title: ಸಂಹಾರ	[283, 951, 324, 970]
show-time: ಇಂದು ಸಂಜೆ ೪ ಘಂಟೆಗೆ	[262, 1825, 345, 1837]
channel-name: ಜೀ ಪಿಕ್ಚರ್	[283, 1380, 324, 1395]
silambam-story	[584, 1217, 1111, 2032]
